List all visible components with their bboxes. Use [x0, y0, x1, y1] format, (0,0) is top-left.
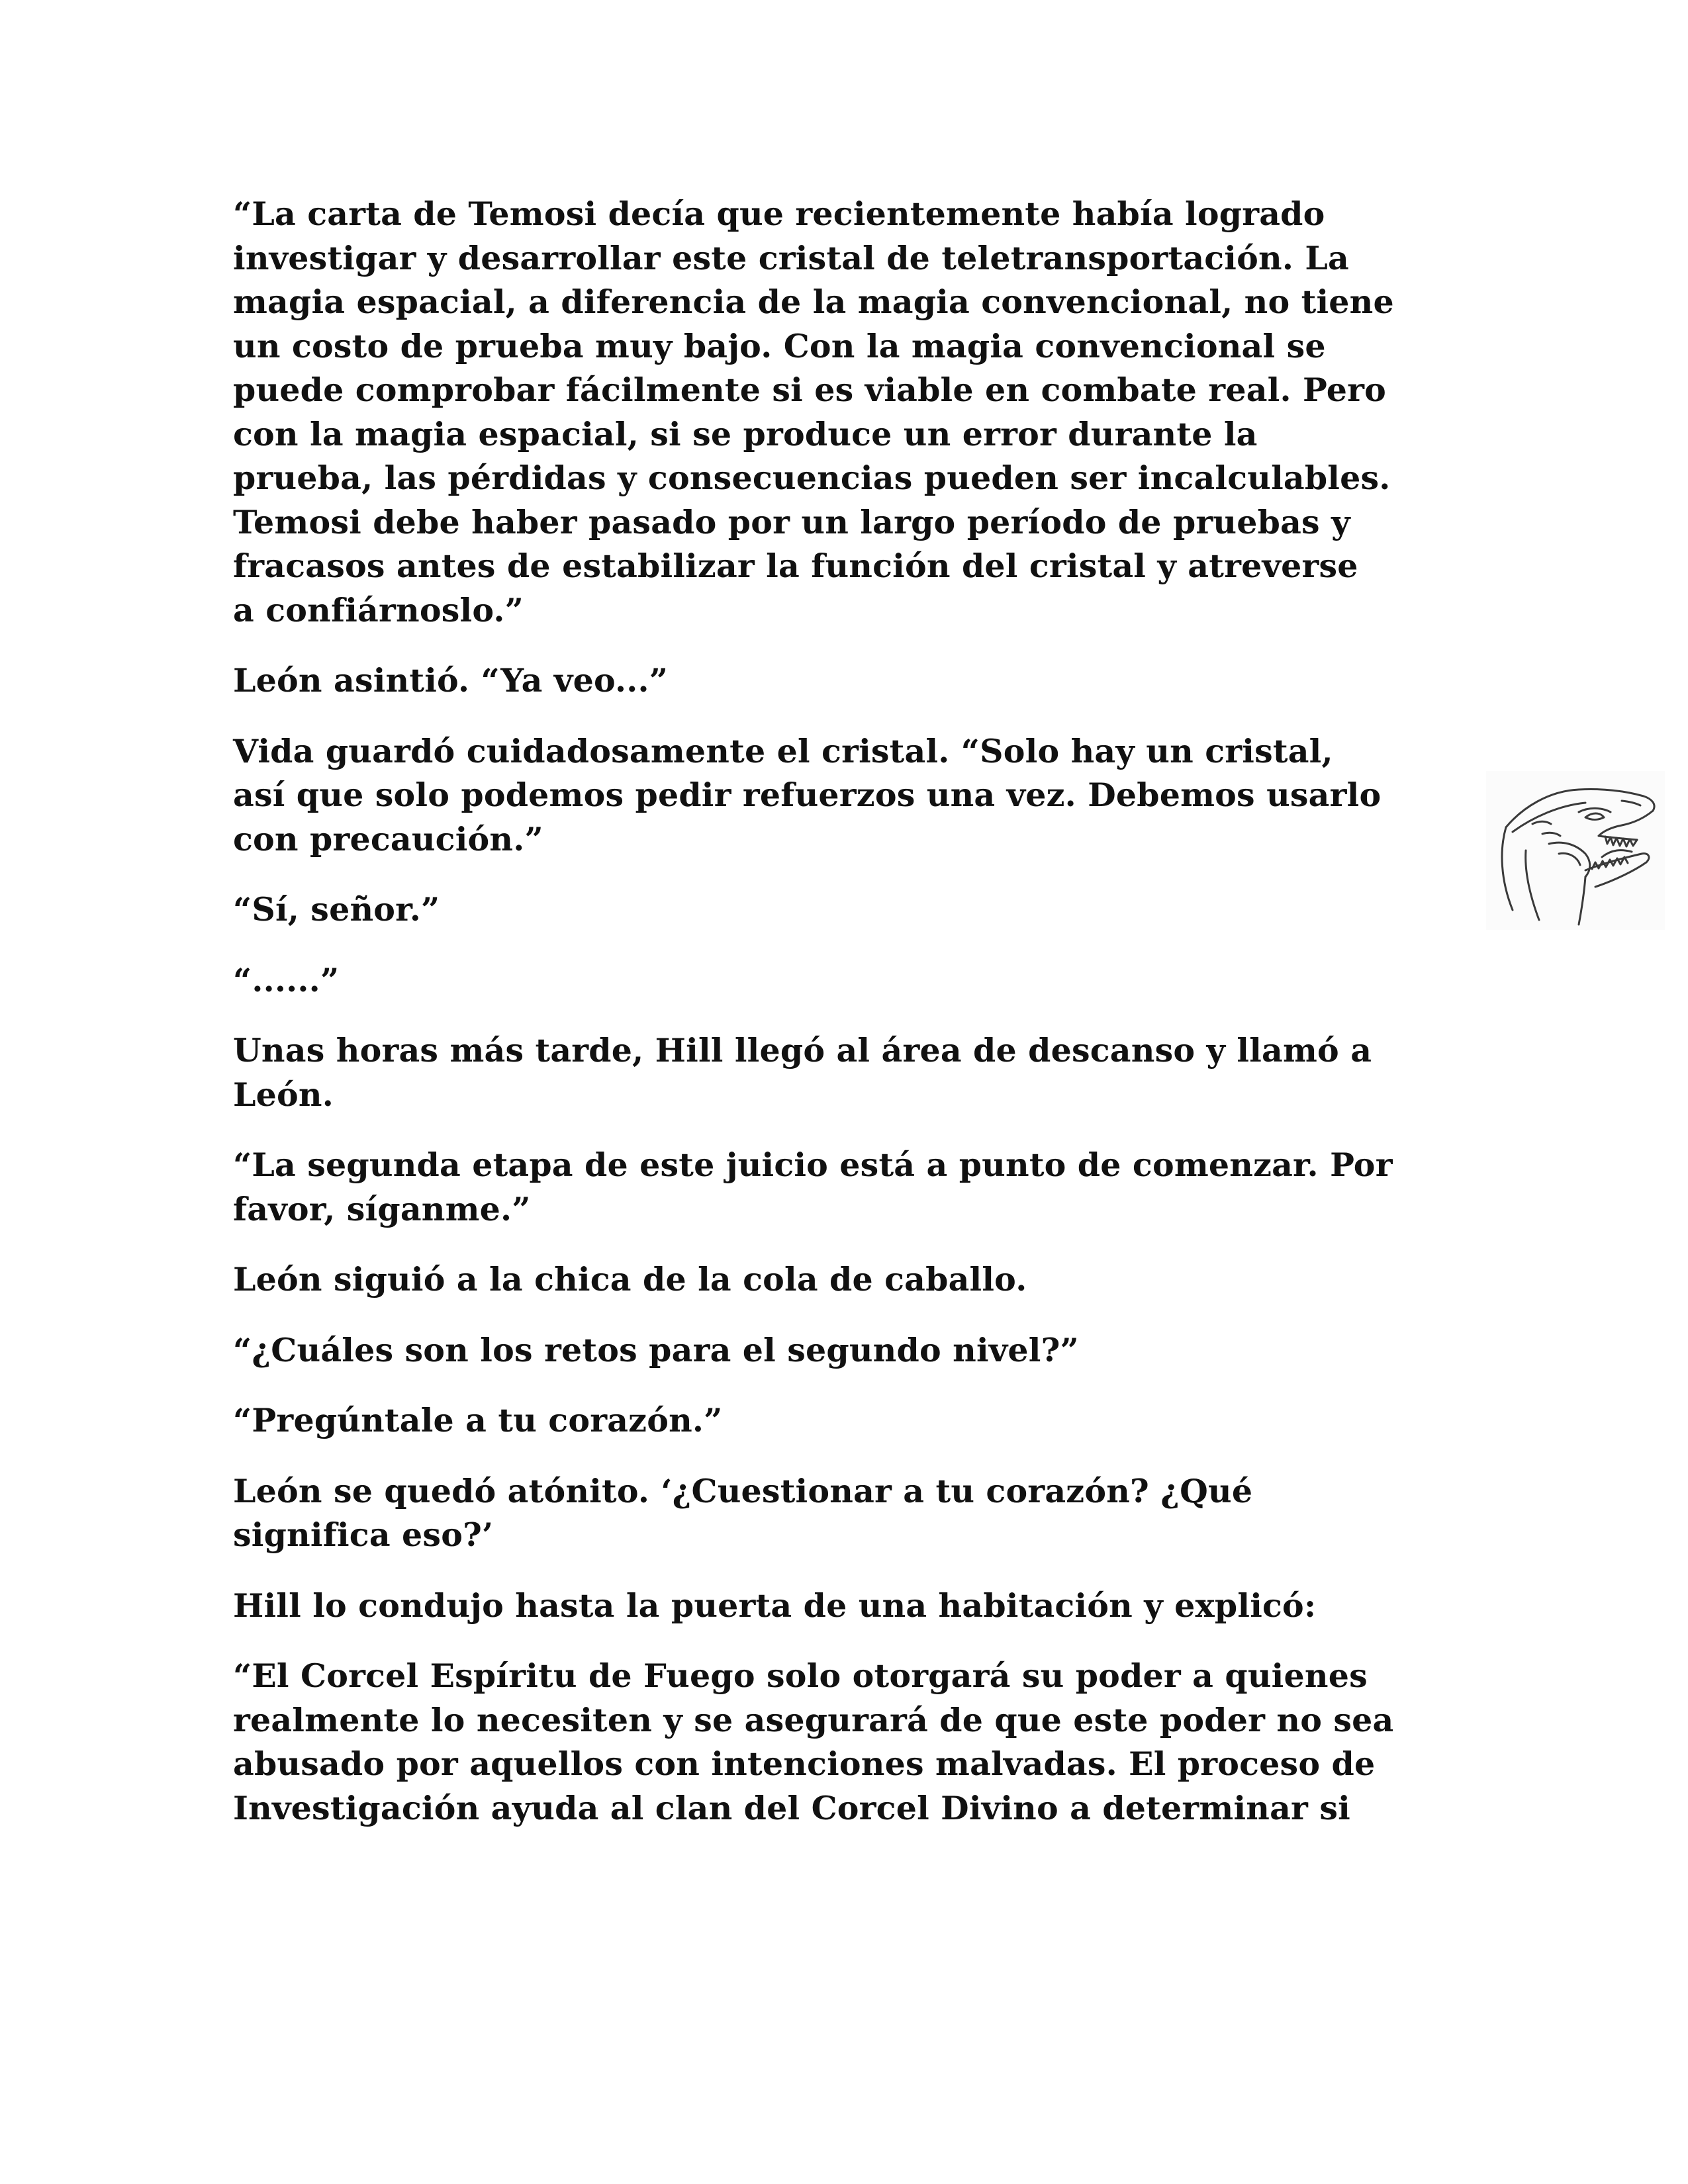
paragraph-fire-spirit-steed: “El Corcel Espíritu de Fuego solo otorgará su poder a quienes realmente lo necesiten y se asegurará de que este poder no sea abusado por aquellos con intenciones malvadas. El proceso de Investigación ayuda al clan del Corcel Divino a determinar si — [233, 1657, 1394, 1827]
paragraph-hill-arrives: Unas horas más tarde, Hill llegó al área de descanso y llamó a León. — [233, 1031, 1372, 1114]
paragraph-yes-sir: “Sí, señor.” — [233, 890, 440, 929]
paragraph-ask-your-heart: “Pregúntale a tu corazón.” — [233, 1401, 723, 1439]
paragraph-challenges-question: “¿Cuáles son los retos para el segundo nivel?” — [233, 1330, 1079, 1369]
paragraph-ellipsis: “......” — [233, 960, 340, 999]
paragraph-second-stage: “La segunda etapa de este juicio está a punto de comenzar. Por favor, síganme.” — [233, 1146, 1393, 1228]
paragraph-leon-stunned: León se quedó atónito. ‘¿Cuestionar a tu corazón? ¿Qué significa eso?’ — [233, 1471, 1253, 1554]
paragraph-temosi-letter: “La carta de Temosi decía que recientemente había logrado investigar y desarrollar este cristal de teletransportación. La magia espacial, a diferencia de la magia convencional, no tiene un costo de prueba muy bajo. Con la magia convencional se puede comprobar fácilmente si es viable en combate real. Pero con la magia espacial, si se produce un error durante la prueba, las pérdidas y consecuencias pueden ser incalculables. Temosi debe haber pasado por un largo período de pruebas y fracasos antes de estabilizar la función del cristal y atreverse a confiárnoslo.” — [233, 195, 1394, 629]
paragraph-hill-leads: Hill lo condujo hasta la puerta de una habitación y explicó: — [233, 1586, 1317, 1625]
paragraph-leon-follows: León siguió a la chica de la cola de caballo. — [233, 1260, 1027, 1298]
paragraph-vida-crystal: Vida guardó cuidadosamente el cristal. “Solo hay un cristal, así que solo podemos pedir refuerzos una vez. Debemos usarlo con precaución.” — [233, 731, 1382, 858]
body-text — [233, 192, 1464, 1856]
paragraph-leon-nodded: León asintió. “Ya veo...” — [233, 661, 669, 700]
dinosaur-head-sketch-icon — [1486, 771, 1665, 930]
